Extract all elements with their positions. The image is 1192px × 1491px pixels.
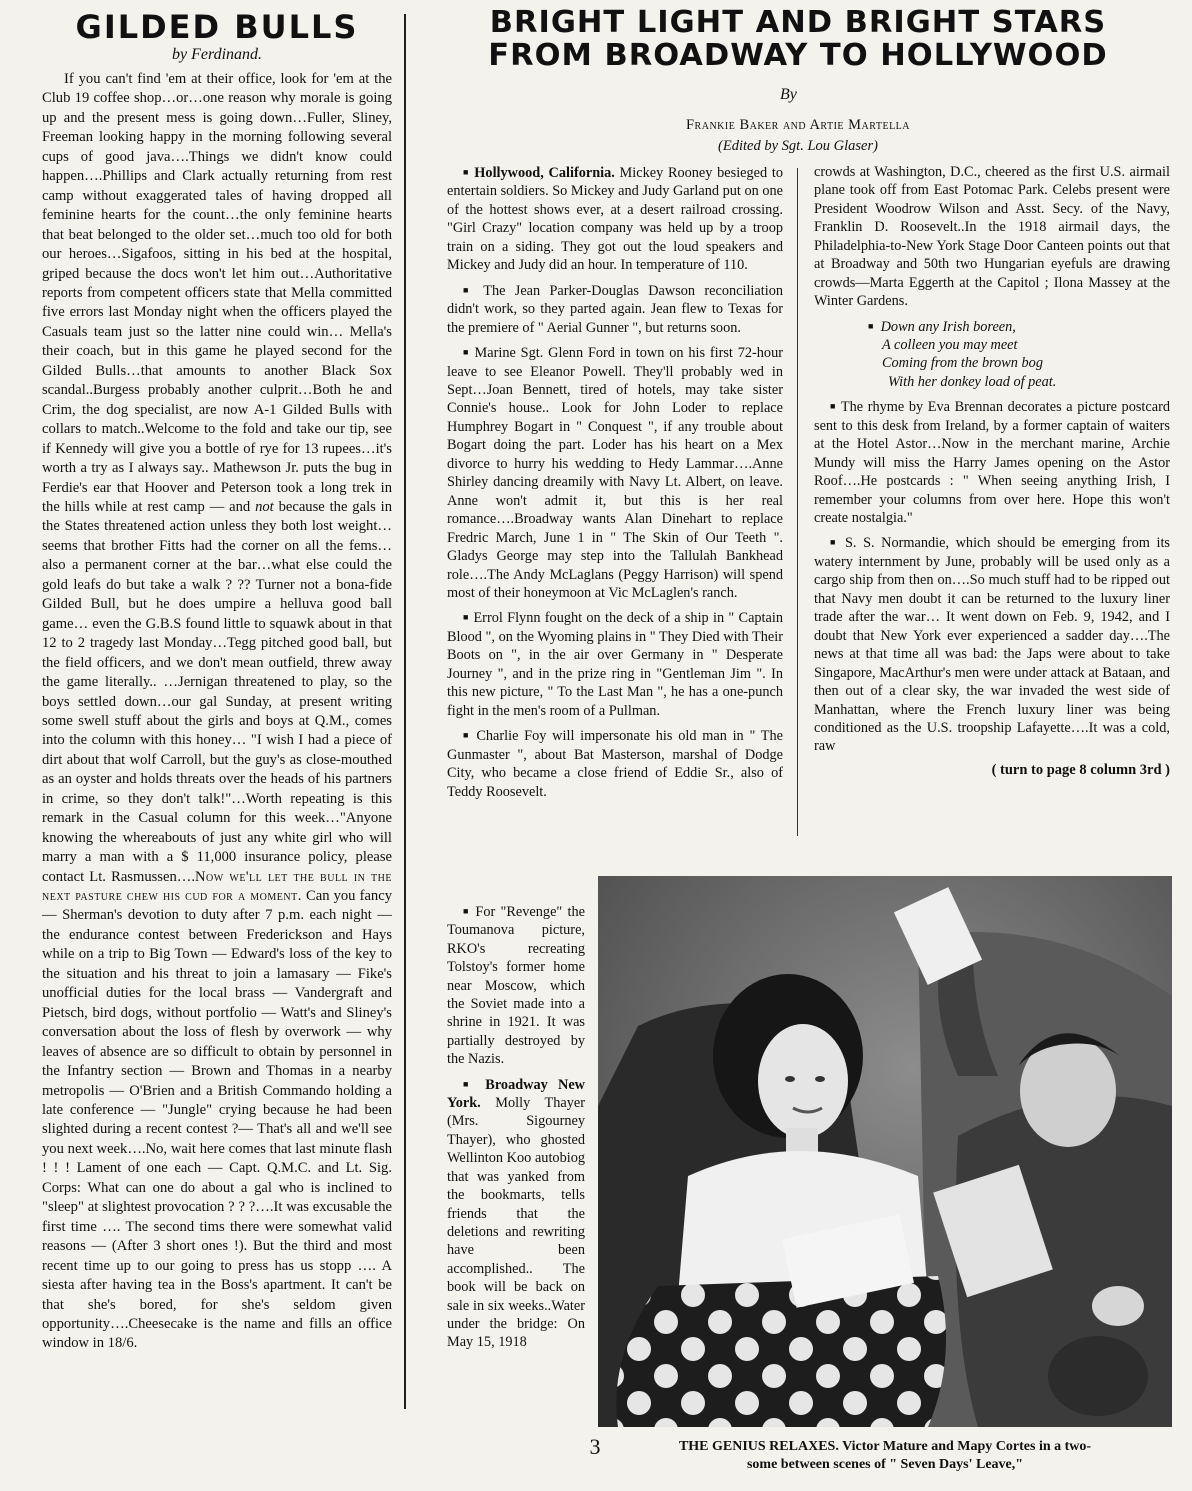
paragraph-airmail: crowds at Washington, D.C., cheered as the first U.S. airmail plane took off from East Potomac Park. Celebs present were President Woodrow Wilson and Asst. Secy. of the Navy, Franklin D. Roosevelt..In the 1918 airmail days, the Philadelphia-to-New York Stage Door Canteen points out that at Broadway and 50th two Hungarian eyefuls are drawing crowds—Marta Eggerth at the Capitol ; Ilona Massey at the Winter Gardens. [814,164,1170,310]
paragraph-revenge: ■ For "Revenge" the Toumanova picture, RKO's recreating Tolstoy's former home near Moscow, which the Soviet made into a shrine in 1921. It was partially destroyed by the Nazis. [447,904,585,1068]
gilded-bulls-title: GILDED BULLS [75,8,359,46]
bullet-icon: ■ [463,284,475,295]
poem-line: ■ Down any Irish boreen, [868,318,1016,335]
article-authors: Frankie Baker and Artie Martella [685,117,911,133]
gilded-bulls-byline: by Ferdinand. [171,46,263,63]
bullet-icon: ■ [868,320,874,331]
bullet-icon: ■ [830,537,839,548]
paragraph-normandie: ■ S. S. Normandie, which should be emerging from its watery internment by June, probably will be used only as a cargo ship from then on….So much stuff had to be ripped out that Navy men doubt it can be returned to the luxury liner trade after the war… It went down on Feb. 9, 1942, and I doubt that New York ever experienced a sadder day….The news at that time all was bad: the Japs were about to take Singapore, MacArthur's men were under attack at Bataan, and then out of a clear sky, the war invaded the west side of Manhattan, where the French luxury liner was being conditioned as the U.S. troopship Lafayette….It was a cold, raw [814,535,1170,755]
bullet-icon: ■ [463,612,470,623]
page-number: 3 [589,1434,601,1459]
bullet-icon: ■ [463,347,470,358]
paragraph-errol-flynn: ■ Errol Flynn fought on the deck of a ship in " Captain Blood ", on the Wyoming plains in " They Died with Their Boots on ", in the air over Germany in " Desperate Journey ", and in the prize ring in "Gentleman Jim ". In this new picture, " To the Last Man ", he has a one-punch fight in the men's room of a Pullman. [447,610,783,719]
poem [868,317,1170,392]
column-divider [404,14,406,1409]
continued-note: ( turn to page 8 column 3rd ) [991,761,1170,778]
bullet-icon: ■ [830,401,837,412]
paragraph-eva-brennan: ■ The rhyme by Eva Brennan decorates a picture postcard sent to this desk from Ireland, by a former captain of waiters at the Hotel Astor…Now in the merchant marine, Archie Mundy will miss the Harry James opening on the Astor Roof….He postcards : " When seeing anything Irish, I remember your columns from over here. Hope this won't create nostalgia." [814,399,1170,526]
paragraph-hollywood: ■ Hollywood, California. Mickey Rooney besieged to entertain soldiers. So Mickey and Judy Garland put on one of the hottest shows ever, at a desert railroad crossing. "Girl Crazy" location company was held up by a troop train on a siding. They got out the loud speakers and Mickey and Judy did an hour. In temperature of 110. [447,165,783,274]
paragraph-parker-dawson: ■ The Jean Parker-Douglas Dawson reconciliation didn't work, so they parted again. Jean flew to Texas for the premiere of " Aerial Gunner ", but returns soon. [447,282,783,336]
gilded-bulls-body: If you can't find 'em at their office, look for 'em at the Club 19 coffee shop…or…one reason why morale is going up and the present mess is going down…Fuller, Sliney, Freeman looking happy in the morning following several cups of good java….Things we didn't know could happen….Phillips and Clark actually returning from rest camp without exaggerated tales of having dropped all feminine hearts for the count…the only feminine hearts that beat belonged to the older set…much too old for both our heroes…Sigafoos, sitting in his bed at the hospital, griped because the docs won't let him out…Authoritative reports from competent officers state that Mella committed five errors last Monday night when the officers played the Casuals team just so the latter nine could win… Mella's their coach, but in this game he played second for the Gilded Bulls…that amounts to another Black Sox scandal..Burgess probably another culprit…Both he and Crim, the dog specialist, are now A-1 Gilded Bulls with collars to match..Welcome to the fold and take our tip, see if Kennedy will give you a bottle of rye for 13 rupees…it's worth a try as I always say.. Mathewson Jr. puts the bug in Ferdie's ear that Hoover and Peterson took a long trek in the hills while at rest camp — and not because the gals in the States threatened action unless they both lost weight…seems that brother Fitts had the corner on all the fems…also a permanent corner at the bar…what else could the gold leafs do but take a walk ? ?? Turner not a bona-fide Gilded Bull, but he does umpire a helluva good ball game… even the G.B.S found little to squawk about in that 12 to 2 tragedy last Monday…Tegg pitched good ball, but the field officers, and we don't mean outfield, threw away the game literally.. …Jernigan threatened to play, so the boys settled down…our gal Sunday, at present writing some swell stuff about the girls and boys at Q.M., comes into the column with this honey… "I wish I had a piece of dirt about that wolf Carroll, but the guy's as close-mouthed as an oyster and holds threats over the heads of his partners in crime, so they don't talk!"…Worth repeating is this remark in the Casual column for this week…"Anyone knowing the whereabouts of just any white girl who will marry a man with a $ 11,000 insurance policy, please contact Lt. Rasmussen….Now we'll let the bull in the next pasture chew his cud for a moment. Can you fancy — Sherman's devotion to duty after 7 p.m. each night — the endurance contest between Frederickson and Hays while on a trip to Big Town — Edward's loss of the key to the situation and his threat to join a lamasary — Fike's unofficial duties for the local brass — Vandergraft and Pietsch, bird dogs, without portfolio — Watt's and Sliney's conversation about the loss of flesh by overwork — why leaves of absence are so difficult to obtain by personnel in the Infantry section — Brown and Thomas in a nearby metropolis — O'Brien and a British Commando holding a late conference — "Jungle" crying because he had been slighted during a recent contest ?— That's all and we'll see you next week….No, wait here comes that last minute flash ! ! ! Lament of one each — Capt. Q.M.C. and Lt. Sig. Corps: What can one do about a gal who is inclined to "sleep" at slightest provocation ? ? ?….It was excusable the first time …. The second tims there were somewhat valid reasons — (After 3 short ones !). But the third and most recent time up to our going to press has us stopp …. A siesta after having tea in the Boss's apartment. It can't be that she's bored, for she's seldom given opportunity….Cheesecake is the name and fills an office window in 18/6. [42,71,393,1352]
poem-line: Coming from the brown bog [882,355,1043,372]
bullet-icon: ■ [463,1078,476,1089]
paragraph-broadway: ■ Broadway New York. Molly Thayer (Mrs. Sigourney Thayer), who ghosted Wellinton Koo autobiog that was yanked from the bookmarts, tells friends that the deletions and rewriting have been accomplished.. The book will be back on sale in six weeks..Water under the bridge: On May 15, 1918 [447,1076,585,1351]
bullet-icon: ■ [463,167,470,177]
paragraph-charlie-foy: ■ Charlie Foy will impersonate his old man in " The Gunmaster ", about Bat Masterson, marshal of Dodge City, who became a close friend of Eddie Sr., also of Teddy Roosevelt. [447,728,783,800]
article-narrow-column [447,902,585,1358]
bullet-icon: ■ [463,906,471,916]
gilded-bulls-column [42,10,392,1354]
poem-line: A colleen you may meet [882,337,1018,354]
photo-caption: THE GENIUS RELAXES. Victor Mature and Mapy Cortes in a two- some between scenes of " Seven Days' Leave," [678,1439,1092,1472]
inner-column-divider [797,168,798,836]
photo-victor-mature-mapy-cortes [598,876,1172,1427]
paragraph-glenn-ford: ■ Marine Sgt. Glenn Ford in town on his first 72-hour leave to see Eleanor Powell. They'll probably wed in Sept…Joan Bennett, tired of hotels, may take sister Connie's house.. Look for John Loder to replace Humphrey Bogart in " Conquest ", if any trouble about Bogart doing the part. Loder has his heart on a Mex divorce to hurry his wedding to Hedy Lammar….Anne Shirley dancing dreamily with Navy Lt. Albert, on leave. Anne won't admit it, but this is her real romance….Broadway wants Alan Dinehart to replace Fredric March, June 1 in " The Skin of Our Teeth ". Gladys George may step into the Tallulah Bankhead role….The Andy McLaglans (Peggy Harrison) will spend most of their honeymoon at Vic McLaglen's ranch. [447,345,783,601]
article-column-1 [447,163,783,807]
bright-lights-headline: BRIGHT LIGHT AND BRIGHT STARS FROM BROADWAY TO HOLLYWOOD [488,5,1108,73]
article-by: By [780,86,797,103]
poem-line: With her donkey load of peat. [888,373,1057,390]
article-editor: (Edited by Sgt. Lou Glaser) [718,138,878,154]
article-column-2 [814,163,1170,779]
bullet-icon: ■ [463,730,471,741]
photo-illustration [598,876,1172,1427]
